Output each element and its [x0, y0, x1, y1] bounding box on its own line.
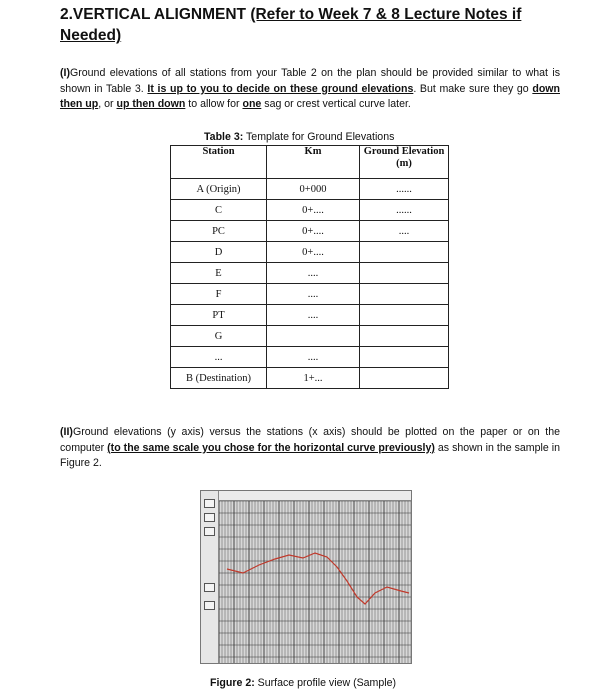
km-cell: .... [267, 347, 360, 368]
figure-caption [210, 677, 396, 689]
para2-emphasis-1: (to the same scale you chose for the horizontal curve previously) [107, 441, 435, 454]
table-row [171, 263, 449, 284]
para2-text-2: as shown in the sample in Figure 2. [60, 441, 560, 470]
station-cell: G [171, 326, 267, 347]
profile-grid [219, 501, 411, 663]
km-cell: 1+... [267, 368, 360, 389]
table-row [171, 368, 449, 389]
station-cell: F [171, 284, 267, 305]
para1-emphasis-2: down then up [60, 82, 560, 111]
para1-emphasis-3: up then down [116, 98, 186, 111]
header-km: Km [267, 146, 360, 179]
toolbar-tool-icon [204, 527, 215, 536]
elevation-cell [360, 347, 449, 368]
station-cell: B (Destination) [171, 368, 267, 389]
toolbar-tool-icon [204, 513, 215, 522]
elevation-cell [360, 284, 449, 305]
station-cell: D [171, 242, 267, 263]
station-cell: E [171, 263, 267, 284]
table-caption-label: Table 3: [204, 131, 244, 143]
profile-plot [219, 501, 411, 663]
table-caption-text: Template for Ground Elevations [243, 131, 395, 143]
station-cell: ... [171, 347, 267, 368]
elevation-cell: ...... [360, 200, 449, 221]
para1-text-3: , or [98, 98, 117, 111]
km-cell: .... [267, 263, 360, 284]
para1-text-4: to allow for [185, 98, 243, 111]
elevation-cell: .... [360, 221, 449, 242]
heading-reference: (Refer to Week 7 & 8 Lecture Notes if Needed) [60, 6, 522, 44]
section-heading [60, 4, 580, 46]
table-row [171, 347, 449, 368]
heading-number: 2.VERTICAL ALIGNMENT [60, 6, 247, 23]
table-row [171, 200, 449, 221]
elevation-cell [360, 263, 449, 284]
km-cell: 0+.... [267, 242, 360, 263]
table-row [171, 284, 449, 305]
para1-emphasis-1: It is up to you to decide on these ground elevations [147, 82, 414, 95]
para1-text-5: sag or crest vertical curve later. [261, 98, 411, 111]
km-cell: 0+000 [267, 179, 360, 200]
ground-elevation-table [170, 145, 449, 389]
surface-profile-figure [200, 490, 412, 664]
figure-caption-label: Figure 2: [210, 677, 255, 689]
table-caption [204, 131, 394, 143]
km-cell: 0+.... [267, 200, 360, 221]
table-row [171, 221, 449, 242]
station-cell: A (Origin) [171, 179, 267, 200]
table-row [171, 326, 449, 347]
elevation-cell [360, 368, 449, 389]
para1-text-2: . But make sure they go [413, 82, 533, 95]
km-cell [267, 326, 360, 347]
km-cell: .... [267, 284, 360, 305]
para1-emphasis-4: one [242, 98, 262, 111]
header-station: Station [171, 146, 267, 179]
table-row [171, 179, 449, 200]
table-row [171, 242, 449, 263]
elevation-cell [360, 242, 449, 263]
para2-lead: (II) [60, 426, 73, 438]
toolbar-tool-icon [204, 601, 215, 610]
station-cell: PC [171, 221, 267, 242]
figure-caption-text: Surface profile view (Sample) [254, 677, 397, 689]
figure-toolbar [201, 491, 219, 663]
header-ground-elevation: Ground Elevation (m) [360, 146, 449, 179]
km-cell: .... [267, 305, 360, 326]
elevation-cell: ...... [360, 179, 449, 200]
toolbar-tool-icon [204, 583, 215, 592]
instruction-paragraph-1 [60, 66, 560, 113]
station-cell: PT [171, 305, 267, 326]
para1-lead: (I) [60, 67, 70, 79]
para2-text-1: Ground elevations (y axis) versus the stations (x axis) should be plotted on the paper or on the computer [60, 426, 560, 454]
elevation-cell [360, 305, 449, 326]
toolbar-tool-icon [204, 499, 215, 508]
table-header-row [171, 146, 449, 179]
para1-text-1: Ground elevations of all stations from your Table 2 on the plan should be provided similar to what is shown in Table 3. [60, 67, 560, 95]
elevation-cell [360, 326, 449, 347]
figure-tab-strip [219, 491, 411, 501]
instruction-paragraph-2 [60, 425, 560, 472]
table-row [171, 305, 449, 326]
station-cell: C [171, 200, 267, 221]
km-cell: 0+.... [267, 221, 360, 242]
